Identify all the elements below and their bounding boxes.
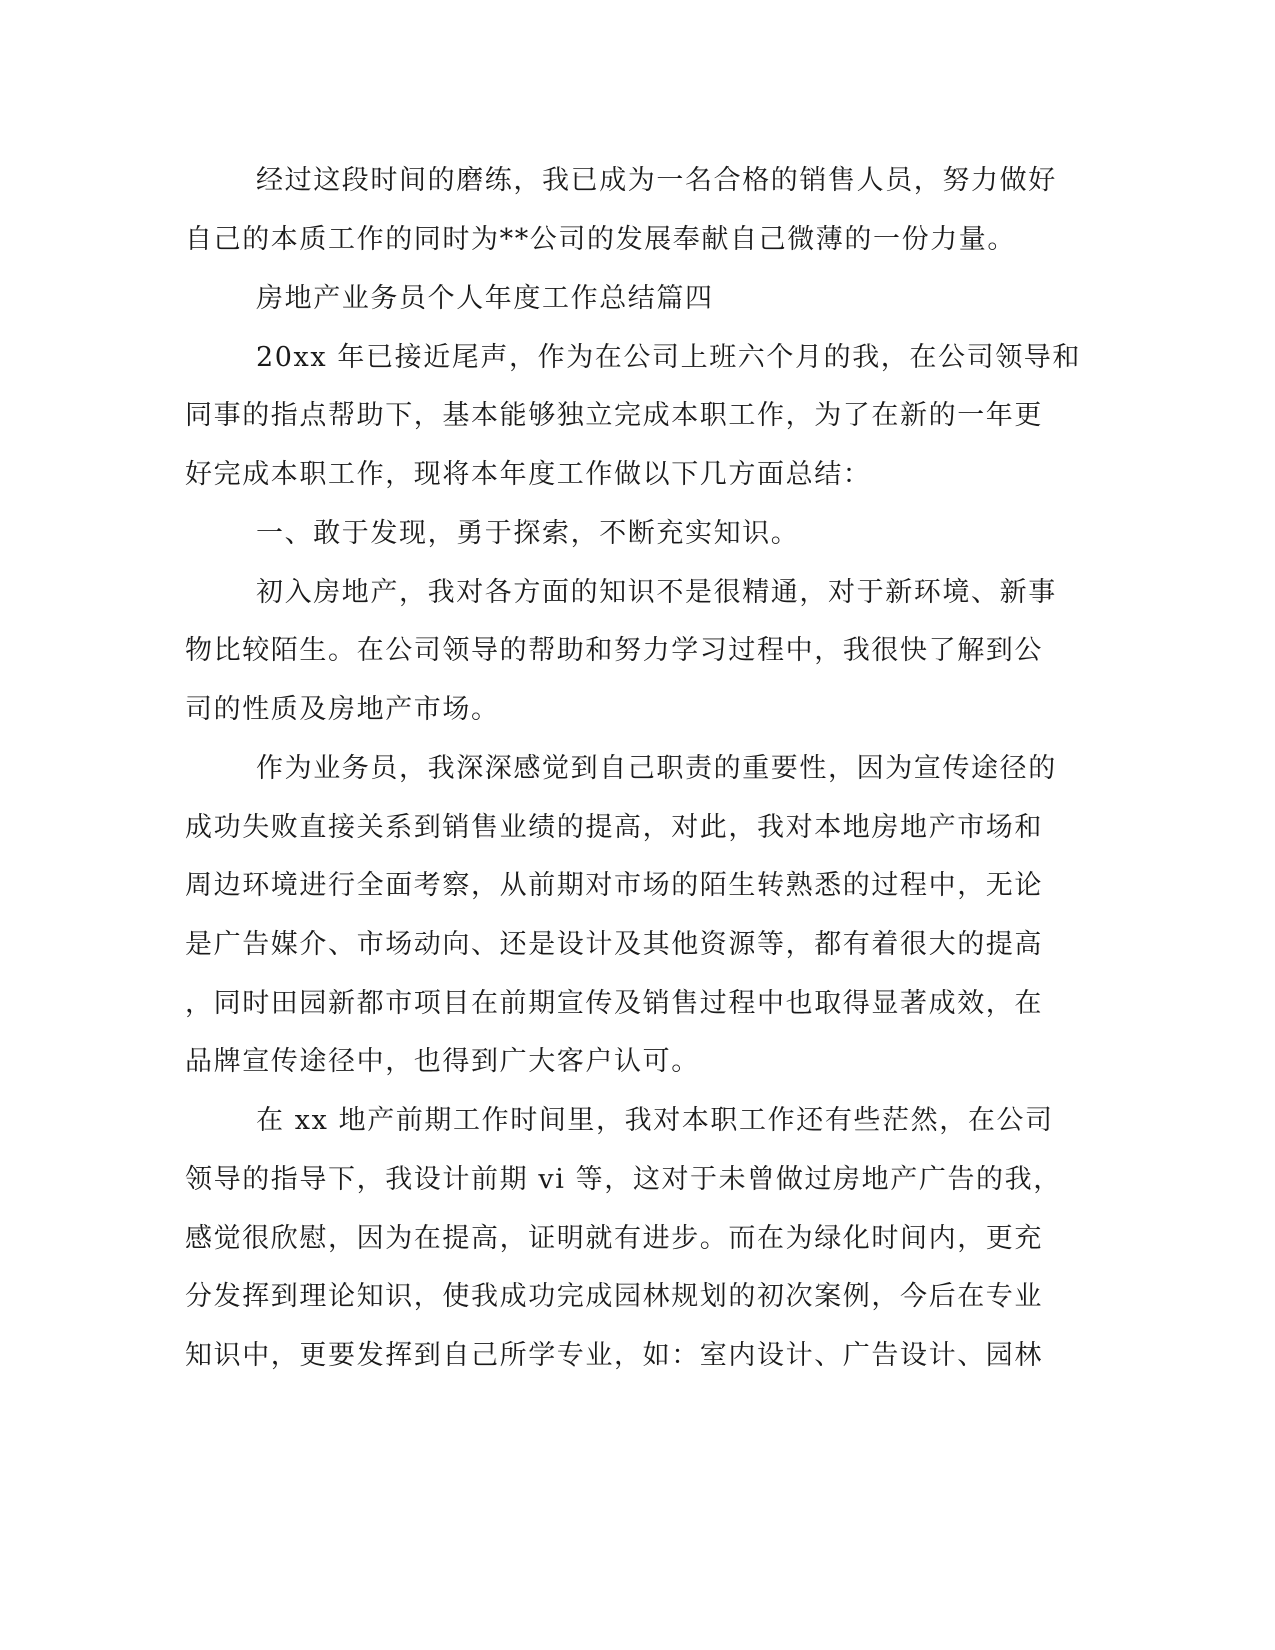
paragraph-line: ，同时田园新都市项目在前期宣传及销售过程中也取得显著成效，在 [185,988,1043,1019]
paragraph-line: 领导的指导下，我设计前期 vi 等，这对于未曾做过房地产广告的我， [185,1164,1062,1195]
paragraph-line: 周边环境进行全面考察，从前期对市场的陌生转熟悉的过程中，无论 [185,870,1043,901]
paragraph-line: 作为业务员，我深深感觉到自己职责的重要性，因为宣传途径的 [256,753,1057,784]
paragraph-line: 同事的指点帮助下，基本能够独立完成本职工作，为了在新的一年更 [185,400,1043,431]
paragraph-line: 知识中，更要发挥到自己所学专业，如：室内设计、广告设计、园林 [185,1340,1043,1371]
paragraph-line: 在 xx 地产前期工作时间里，我对本职工作还有些茫然，在公司 [256,1105,1054,1136]
paragraph-line: 成功失败直接关系到销售业绩的提高，对此，我对本地房地产市场和 [185,812,1043,843]
paragraph-line: 感觉很欣慰，因为在提高，证明就有进步。而在为绿化时间内，更充 [185,1223,1043,1254]
paragraph-line: 是广告媒介、市场动向、还是设计及其他资源等，都有着很大的提高 [185,929,1043,960]
paragraph-line: 经过这段时间的磨练，我已成为一名合格的销售人员，努力做好 [256,165,1057,196]
paragraph-line: 物比较陌生。在公司领导的帮助和努力学习过程中，我很快了解到公 [185,635,1043,666]
paragraph-line: 品牌宣传途径中，也得到广大客户认可。 [185,1046,700,1077]
paragraph-line: 自己的本质工作的同时为**公司的发展奉献自己微薄的一份力量。 [185,224,1016,255]
paragraph-line: 好完成本职工作，现将本年度工作做以下几方面总结： [185,459,872,490]
paragraph-line: 分发挥到理论知识，使我成功完成园林规划的初次案例，今后在专业 [185,1281,1043,1312]
paragraph-line: 初入房地产，我对各方面的知识不是很精通，对于新环境、新事 [256,577,1057,608]
subheading-line: 一、敢于发现，勇于探索，不断充实知识。 [256,518,800,549]
section-heading: 房地产业务员个人年度工作总结篇四 [256,283,714,314]
paragraph-line: 20xx 年已接近尾声，作为在公司上班六个月的我，在公司领导和 [256,342,1081,373]
paragraph-line: 司的性质及房地产市场。 [185,694,500,725]
